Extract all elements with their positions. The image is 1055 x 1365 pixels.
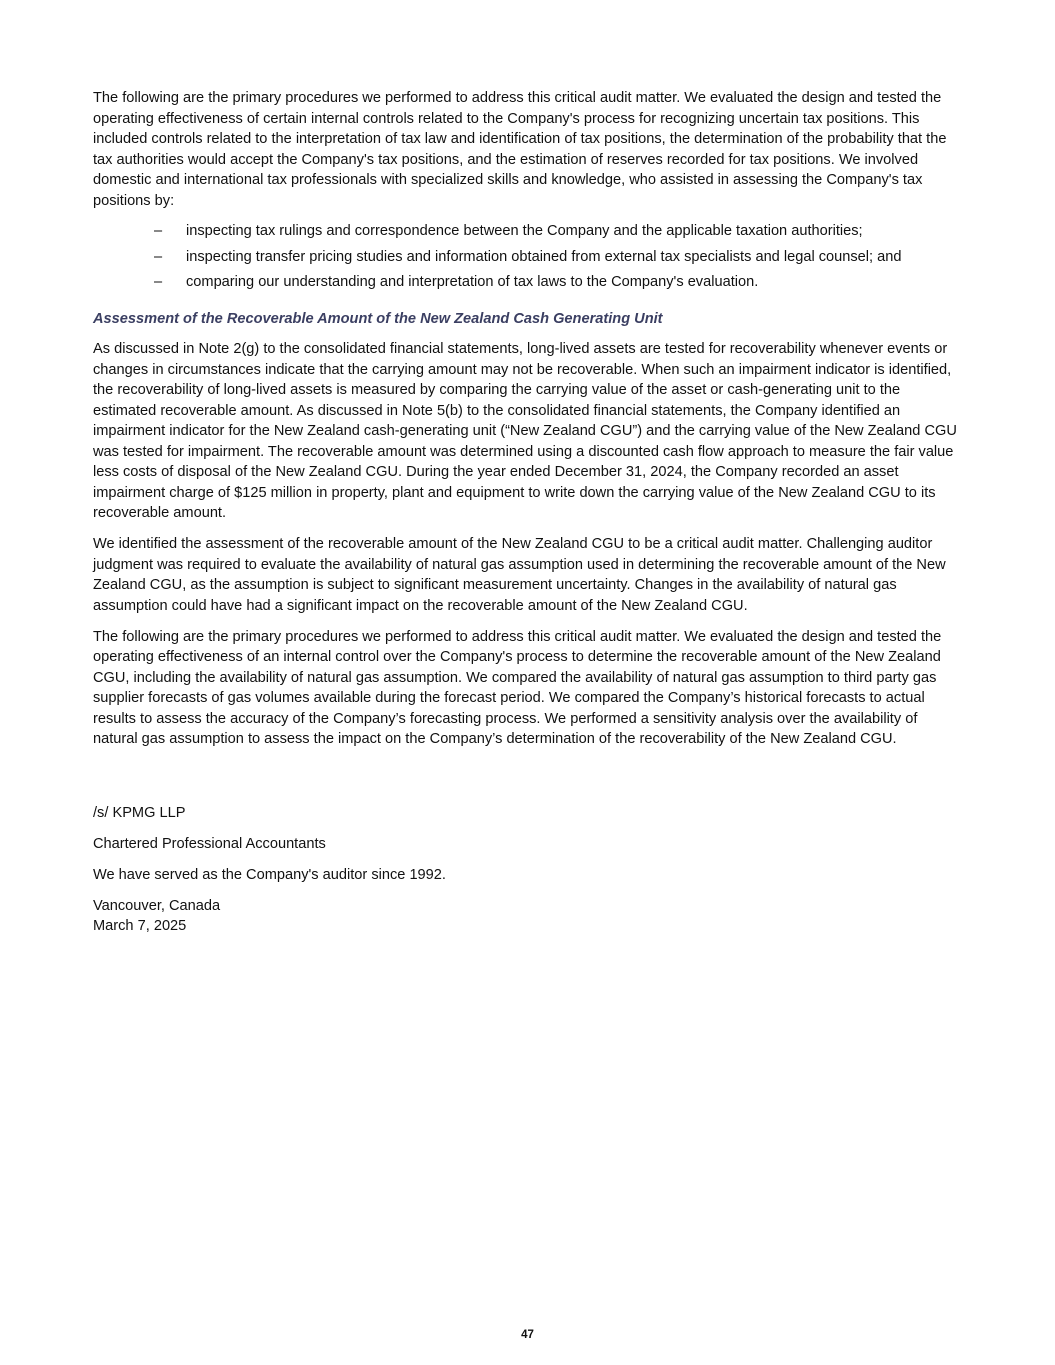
list-item — [93, 247, 965, 268]
note-paragraph: As discussed in Note 2(g) to the consolidated financial statements, long-lived assets are tested for recoverability whenever events or changes in circumstances indicate that the carrying amount may not be recoverable. When such an impairment indicator is identified, the recoverability of long-lived assets is measured by comparing the carrying value of the asset or cash-generating unit to the estimated recoverable amount. As discussed in Note 5(b) to the consolidated financial statements, the Company identified an impairment indicator for the New Zealand cash-generating unit (“New Zealand CGU”) and the carrying value of the New Zealand CGU was tested for impairment. The recoverable amount was determined using a discounted cash flow approach to measure the fair value less costs of disposal of the New Zealand CGU. During the year ended December 31, 2024, the Company recorded an asset impairment charge of $125 million in property, plant and equipment to write down the carrying value of the New Zealand CGU to its recoverable amount. — [93, 341, 957, 521]
auditor-tenure: We have served as the Company's auditor since 1992. — [93, 866, 446, 883]
critical-audit-matter-paragraph: We identified the assessment of the recoverable amount of the New Zealand CGU to be a critical audit matter. Challenging auditor judgment was required to evaluate the availability of natural gas assumption used in determining the recoverable amount of the New Zealand CGU, as the assumption is subject to significant measurement uncertainty. Changes in the availability of natural gas assumption could have had a significant impact on the recoverable amount of the New Zealand CGU. — [93, 536, 946, 614]
signature-block — [93, 803, 965, 937]
firm-signature: /s/ KPMG LLP — [93, 804, 186, 821]
section-heading: Assessment of the Recoverable Amount of the New Zealand Cash Generating Unit — [93, 310, 663, 327]
page-number: 47 — [521, 1329, 534, 1341]
signing-date: March 7, 2025 — [93, 918, 187, 934]
firm-designation: Chartered Professional Accountants — [93, 835, 326, 852]
list-item — [93, 221, 965, 242]
procedures-list — [93, 221, 965, 293]
procedures-paragraph: The following are the primary procedures we performed to address this critical audit matter. We evaluated the design and tested the operating effectiveness of an internal control over the Company's process to determine the recoverable amount of the New Zealand CGU, including the availability of natural gas assumption. We compared the availability of natural gas assumption to third party gas supplier forecasts of gas volumes available during the forecast period. We compared the Company’s historical forecasts to actual results to assess the accuracy of the Company’s forecasting process. We performed a sensitivity analysis over the availability of natural gas assumption to assess the impact on the Company’s determination of the recoverability of the New Zealand CGU. — [93, 628, 942, 747]
list-item — [93, 272, 965, 293]
list-item-text: inspecting transfer pricing studies and information obtained from external tax specialists and legal counsel; and — [186, 248, 902, 265]
list-item-text: comparing our understanding and interpretation of tax laws to the Company's evaluation. — [186, 274, 759, 290]
document-page — [93, 88, 965, 937]
signing-location: Vancouver, Canada — [93, 897, 221, 914]
bullet-dash: – — [154, 248, 163, 265]
intro-paragraph: The following are the primary procedures we performed to address this critical audit matter. We evaluated the design and tested the operating effectiveness of certain internal controls related to the Company's process for recognizing uncertain tax positions. This included controls related to the interpretation of tax law and identification of tax positions, the determination of the probability that the tax authorities would accept the Company's tax positions, and the estimation of reserves recorded for tax positions. We involved domestic and international tax professionals with specialized skills and knowledge, who assisted in assessing the Company's tax positions by: — [93, 90, 947, 209]
list-item-text: inspecting tax rulings and correspondence between the Company and the applicable taxation authorities; — [186, 223, 863, 239]
bullet-dash: – — [154, 223, 163, 239]
bullet-dash: – — [154, 274, 163, 290]
